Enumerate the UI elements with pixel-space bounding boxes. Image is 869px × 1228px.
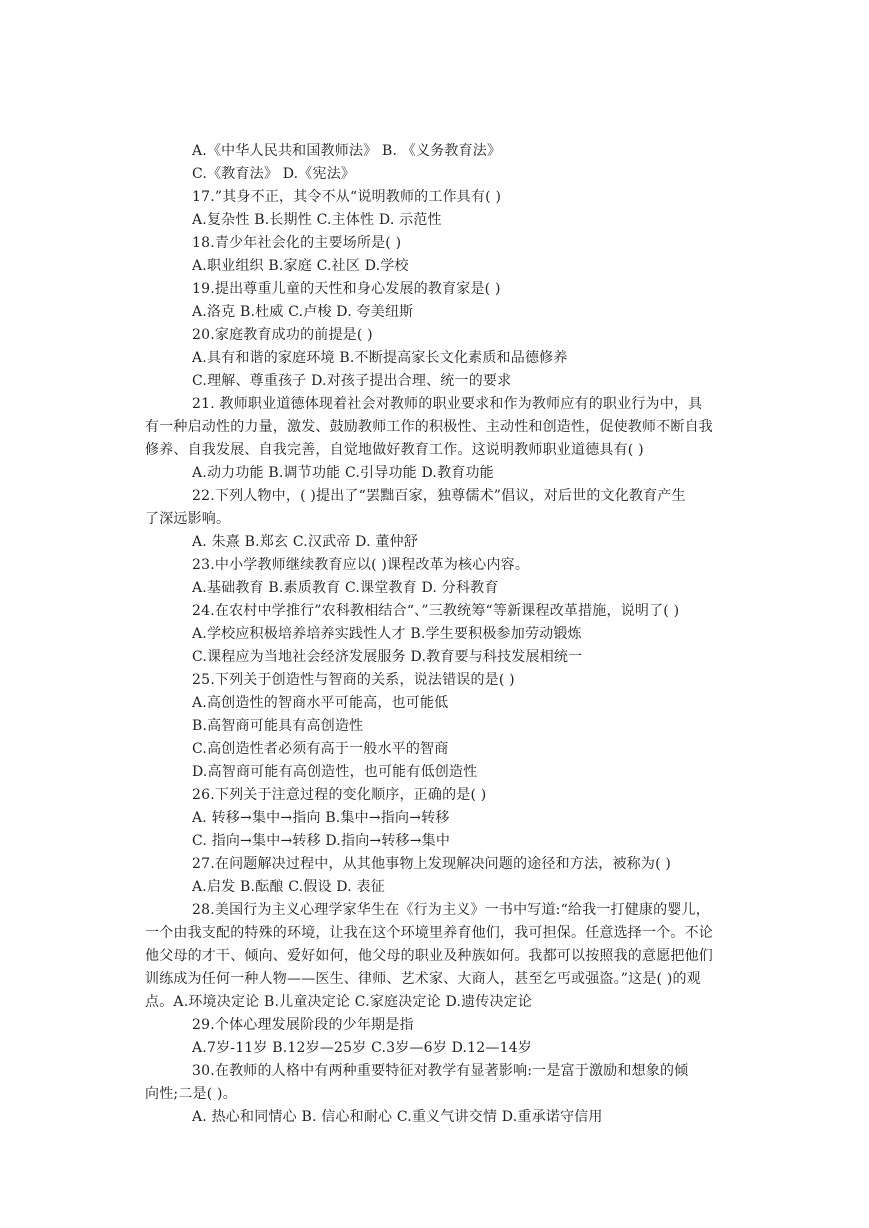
text-line: 有一种启动性的力量，激发、鼓励教师工作的积极性、主动性和创造性，促使教师不断自我 [145, 419, 713, 435]
text-line: A.启发 B.酝酿 C.假设 D. 表征 [192, 879, 385, 895]
text-line: 点。A.环境决定论 B.儿童决定论 C.家庭决定论 D.遗传决定论 [145, 994, 533, 1010]
text-line: 一个由我支配的特殊的环境，让我在这个环境里养育他们，我可担保。任意选择一个。不论 [145, 925, 713, 941]
text-line: D.高智商可能有高创造性，也可能有低创造性 [192, 764, 478, 780]
text-line: 修养、自我发展、自我完善，自觉地做好教育工作。这说明教师职业道德具有( ) [145, 442, 644, 458]
text-line: A.职业组织 B.家庭 C.社区 D.学校 [192, 258, 409, 274]
text-line: A.学校应积极培养培养实践性人才 B.学生要积极参加劳动锻炼 [192, 626, 582, 642]
text-line: 向性;二是( )。 [145, 1086, 237, 1102]
text-line: A.7岁-11岁 B.12岁—25岁 C.3岁—6岁 D.12—14岁 [192, 1040, 533, 1056]
text-line: 25.下列关于创造性与智商的关系，说法错误的是( ) [192, 672, 515, 688]
text-line: C.理解、尊重孩子 D.对孩子提出合理、统一的要求 [192, 373, 512, 389]
text-line: A. 转移→集中→指向 B.集中→指向→转移 [192, 810, 450, 826]
text-line: A.《中华人民共和国教师法》 B. 《义务教育法》 [192, 143, 502, 159]
text-line: B.高智商可能具有高创造性 [192, 718, 364, 734]
text-line: A.基础教育 B.素质教育 C.课堂教育 D. 分科教育 [192, 580, 499, 596]
text-line: 30.在教师的人格中有两种重要特征对教学有显著影响:一是富于激励和想象的倾 [192, 1063, 689, 1079]
text-line: A.具有和谐的家庭环境 B.不断提高家长文化素质和品德修养 [192, 350, 568, 366]
text-line: A.洛克 B.杜威 C.卢梭 D. 夸美纽斯 [192, 304, 414, 320]
text-line: A. 热心和同情心 B. 信心和耐心 C.重义气讲交情 D.重承诺守信用 [192, 1109, 603, 1125]
text-line: 18.青少年社会化的主要场所是( ) [192, 235, 402, 251]
text-line: 28.美国行为主义心理学家华生在《行为主义》一书中写道:“给我一打健康的婴儿， [192, 902, 710, 918]
text-line: 24.在农村中学推行”农科教相结合“、”三教统筹“等新课程改革措施，说明了( ) [192, 603, 680, 619]
text-line: C. 指向→集中→转移 D.指向→转移→集中 [192, 833, 451, 849]
text-line: 17.”其身不正，其令不从“说明教师的工作具有( ) [192, 189, 502, 205]
text-line: 27.在问题解决过程中，从其他事物上发现解决问题的途径和方法，被称为( ) [192, 856, 672, 872]
text-line: C.课程应为当地社会经济发展服务 D.教育要与科技发展相统一 [192, 649, 583, 665]
text-line: 他父母的才干、倾向、爱好如何，他父母的职业及种族如何。我都可以按照我的意愿把他们 [145, 948, 713, 964]
text-line: C.高创造性者必须有高于一般水平的智商 [192, 741, 449, 757]
text-line: A.动力功能 B.调节功能 C.引导功能 D.教育功能 [192, 465, 494, 481]
exam-question-text [145, 140, 725, 1129]
text-line: 19.提出尊重儿童的天性和身心发展的教育家是( ) [192, 281, 501, 297]
text-line: C.《教育法》 D.《宪法》 [192, 166, 356, 182]
text-line: 21. 教师职业道德体现着社会对教师的职业要求和作为教师应有的职业行为中，具 [192, 396, 703, 412]
text-line: A.高创造性的智商水平可能高，也可能低 [192, 695, 449, 711]
text-line: 训练成为任何一种人物——医生、律师、艺术家、大商人，甚至乞丐或强盗。”这是( )的观 [145, 971, 701, 987]
text-line: A. 朱熹 B.郑玄 C.汉武帝 D. 董仲舒 [192, 534, 418, 550]
text-line: 26.下列关于注意过程的变化顺序，正确的是( ) [192, 787, 487, 803]
text-line: 23.中小学教师继续教育应以( )课程改革为核心内容。 [192, 557, 530, 573]
text-line: 了深远影响。 [145, 511, 231, 527]
text-line: 20.家庭教育成功的前提是( ) [192, 327, 373, 343]
text-line: 22.下列人物中，( )提出了“罢黜百家，独尊儒术”倡议，对后世的文化教育产生 [192, 488, 686, 504]
text-line: 29.个体心理发展阶段的少年期是指 [192, 1017, 414, 1033]
text-line: A.复杂性 B.长期性 C.主体性 D. 示范性 [192, 212, 442, 228]
